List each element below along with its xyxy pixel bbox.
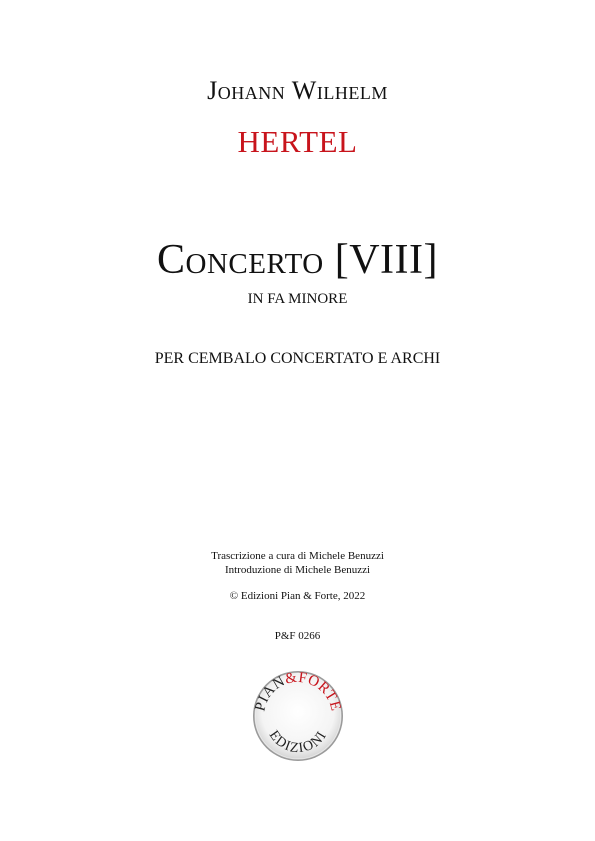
seal-text-forte: FORTE xyxy=(297,670,344,713)
composer-first-names: Johann Wilhelm xyxy=(207,76,388,105)
work-title: Concerto [VIII] xyxy=(157,237,438,283)
publisher-seal-icon xyxy=(252,670,344,762)
work-key: IN FA MINORE xyxy=(247,291,348,307)
copyright-notice: © Edizioni Pian & Forte, 2022 xyxy=(229,590,366,602)
seal-text-edizioni: EDIZIONI xyxy=(265,728,331,757)
introduction-credit: Introduzione di Michele Benuzzi xyxy=(224,564,371,576)
catalog-number: P&F 0266 xyxy=(274,630,321,642)
composer-surname: HERTEL xyxy=(237,124,358,159)
seal-text-pian: PIAN xyxy=(252,673,288,713)
transcription-credit: Trascrizione a cura di Michele Benuzzi xyxy=(211,550,384,562)
publisher-seal-logo xyxy=(252,670,344,762)
seal-text-ampersand: & xyxy=(283,670,299,688)
work-scoring: PER CEMBALO CONCERTATO E ARCHI xyxy=(154,350,441,367)
